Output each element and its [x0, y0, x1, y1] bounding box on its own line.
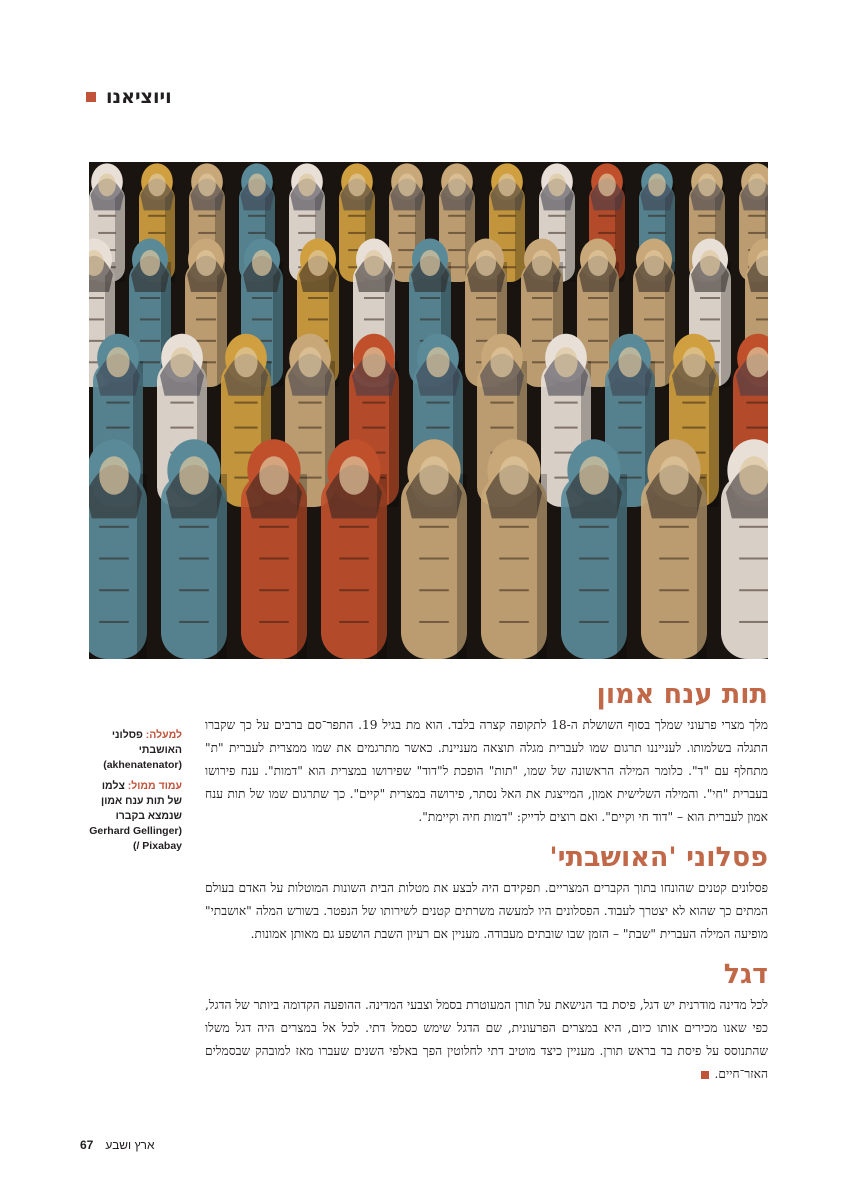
photo-captions — [86, 728, 182, 860]
figurine-shape — [401, 439, 467, 659]
figurine-shape — [721, 439, 768, 659]
section-square-icon — [86, 92, 96, 102]
caption-side — [86, 779, 182, 854]
section-body: מלך מצרי פרעוני שמלך בסוף השושלת ה-18 לתקופה קצרה בלבד. הוא מת בגיל 19. התפר־סם ברבים על כך שקברו התגלה בשלמותו. לענייננו תרגום שמו לעברית מגלה תוצאה מעניינת. כאשר מתרגמים את שמו ממצרית לעברית "ת" מתחלף עם "ד". כלומר המילה הראשונה של שמו, "תות" הופכת ל"דוד" שפירושו במצרית הוא "דמות". ענח פירושו בעברית "חי". והמילה השלישית אמון, המייצגת את האל נסתר, פירושה במצרית "קיים". כך שתרגום שמו של תות ענח אמון לעברית הוא – "דוד חי וקיים". ואם רוצים לדייק: "דמות חיה וקיימת". — [205, 718, 768, 824]
end-square-icon — [701, 1071, 709, 1079]
section-tag-text: ויוציאנו — [106, 86, 172, 108]
section-body: פסלונים קטנים שהונחו בתוך הקברים המצריים. תפקידם היה לבצע את מטלות הבית השונות המוטלות על האדם בעולם המתים כך שהוא לא יצטרך לעבוד. הפסלונים היו למעשה משרתים קטנים לשירותו של הנפטר. בשורש המלה "אושבתי" מופיעה המילה העברית "שבת" – הזמן שבו שובתים מעבודה. מעניין אם רעיון השבת הושפע גם מאותן אמונות. — [205, 881, 768, 941]
ushabti-photo — [89, 162, 768, 659]
caption-side-text: צלמו של תות ענח אמון שנמצא בקברו (Gerhard Gellinger / Pixabay) — [89, 780, 182, 852]
figurine-shape — [641, 439, 707, 659]
ushabti-figurines-image — [89, 162, 768, 659]
caption-side-label: עמוד ממול: — [127, 780, 182, 792]
section-ushabti — [205, 841, 768, 946]
page-footer — [80, 1138, 154, 1152]
figurine-shape — [321, 439, 387, 659]
section-title: פסלוני 'האושבתי' — [549, 842, 768, 873]
caption-top-label: למעלה: — [145, 729, 182, 741]
section-body-text: לכל מדינה מודרנית יש דגל, פיסת בד הנישאת על תורן המעוטרת בסמל וצבעי המדינה. ההופעה הקדומה ביותר של הדגל, כפי שאנו מכירים אותו כיום, היא במצרים הפרעונית, שם הדגל שימש כסמל דתי. לכל אל במצרים היה דגל משלו שהתנוסס על פיסת בד בראש תורן. מעניין כיצד מוטיב דתי לחלוטין הפך באלפי השנים שעברו מאז למובהק שבסמלים האזר־חיים. — [205, 998, 768, 1081]
figurine-shape — [241, 439, 307, 659]
caption-top-text: פסלוני האושבתי (akhenatenator) — [103, 729, 182, 771]
figurine-shape — [161, 439, 227, 659]
page-number: 67 — [80, 1138, 94, 1152]
caption-top — [86, 728, 182, 773]
article — [205, 678, 768, 1098]
magazine-name: ארץ ושבע — [105, 1138, 155, 1152]
section-tag — [86, 86, 172, 108]
figurine-shape — [481, 439, 547, 659]
figurine-shape — [89, 439, 147, 659]
section-body — [205, 994, 768, 1086]
section-tutankhamun — [205, 678, 768, 829]
figurine-shape — [561, 439, 627, 659]
section-flag — [205, 958, 768, 1086]
section-title: דגל — [723, 959, 768, 990]
section-title: תות ענח אמון — [596, 679, 768, 710]
